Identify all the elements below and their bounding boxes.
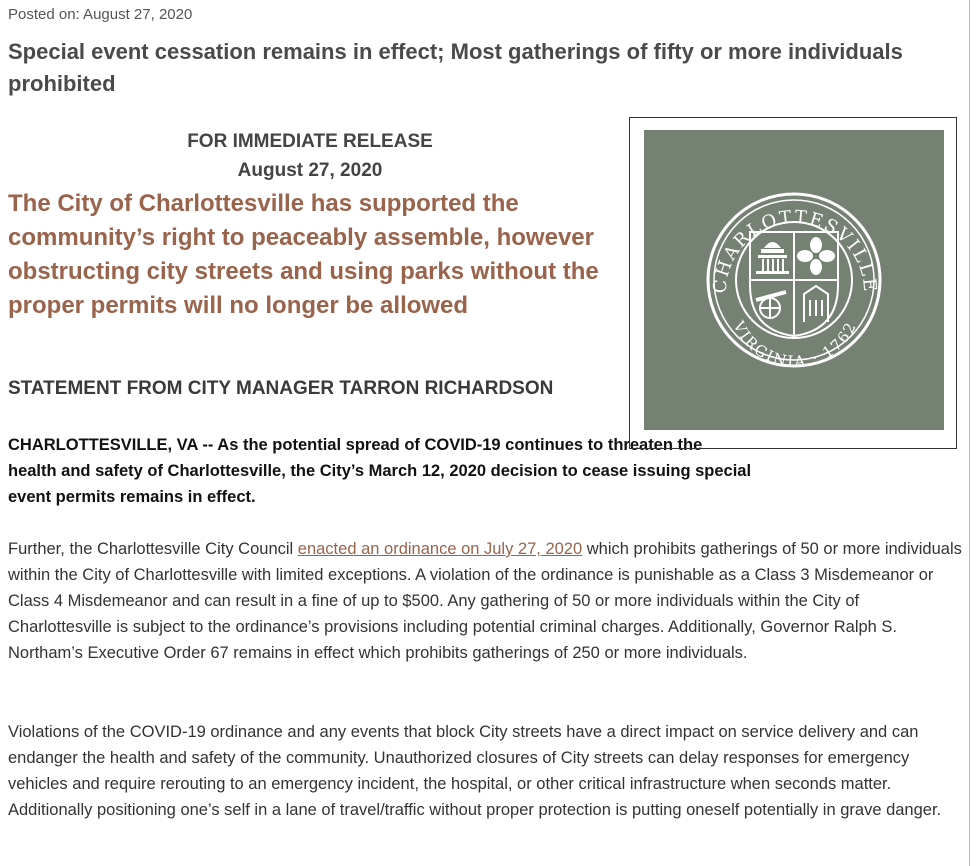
monticello-icon	[756, 242, 789, 274]
lead-statement: The City of Charlottesville has supported the community’s right to peaceably assemble, however obstructing city streets and using parks without the proper permits will no longer be allowed	[8, 190, 599, 319]
seal-image-frame	[629, 117, 957, 449]
ordinance-text-end: which prohibits gatherings of 50 or more individuals within the City of Charlottesville with limited exceptions. A violation of the ordinance is punishable as a Class 3 Misdemeanor or Class 4 Misdemeanor and can result in a fine of up to $500. Any gathering of 50 or more individuals within the City of Charlottesville is subject to the ordinance’s provisions including potential criminal charges. Additionally, Governor Ralph S. Northam’s Executive Order 67 remains in effect which prohibits gatherings of 250 or more individuals.	[8, 540, 962, 662]
section-heading: STATEMENT FROM CITY MANAGER TARRON RICHARDSON	[8, 378, 554, 399]
page-border	[969, 0, 970, 866]
intro-paragraph: CHARLOTTESVILLE, VA -- As the potential spread of COVID-19 continues to threaten the health and safety of Charlottesville, the City’s March 12, 2020 decision to cease issuing special event permits remains in effect.	[8, 436, 752, 506]
barn-icon	[804, 286, 828, 322]
seal-background	[644, 130, 944, 430]
release-block	[8, 127, 612, 185]
release-date: August 27, 2020	[237, 160, 383, 181]
seal-top-text: CHARLOTTESVILLE	[709, 206, 881, 295]
ordinance-paragraph	[8, 536, 963, 666]
seal-bottom-text: VIRGINIA · 1762	[729, 318, 861, 371]
ordinance-text-start: Further, the Charlottesville City Council	[8, 540, 298, 558]
city-seal-icon	[644, 130, 944, 430]
page-title: Special event cessation remains in effect; Most gatherings of fifty or more individuals prohibited	[8, 39, 903, 96]
seal-shield	[750, 232, 838, 336]
ordinance-link[interactable]: enacted an ordinance on July 27, 2020	[297, 540, 583, 558]
dogwood-flower-icon	[797, 237, 835, 275]
cannon-icon	[756, 292, 786, 318]
posted-date: Posted on: August 27, 2020	[8, 6, 193, 23]
release-label: FOR IMMEDIATE RELEASE	[187, 131, 433, 152]
violations-paragraph: Violations of the COVID-19 ordinance and any events that block City streets have a direct impact on service delivery and can endanger the health and safety of the community. Unauthorized closures of City streets can delay responses for emergency vehicles and require rerouting to an emergency incident, the hospital, or other critical infrastructure when seconds matter. Additionally positioning one’s self in a lane of travel/traffic without proper protection is putting oneself potentially in grave danger.	[8, 723, 942, 819]
